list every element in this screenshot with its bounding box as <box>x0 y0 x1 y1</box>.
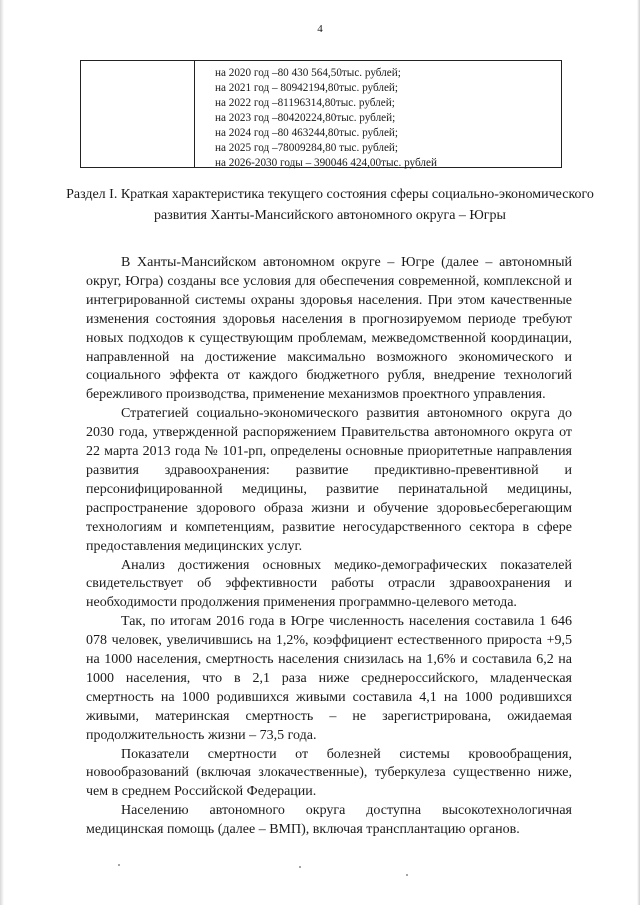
funding-table-values-cell <box>195 61 561 167</box>
paragraph-mortality: Показатели смертности от болезней системы кровообращения, новообразований (включая злокачественные), туберкулеза существенно ниже, чем в среднем Российской Федерации. <box>86 746 572 800</box>
funding-line-2022: на 2022 год –81196314,80тыс. рублей; <box>215 97 395 109</box>
paragraph-analysis: Анализ достижения основных медико-демографических показателей свидетельствует об эффективности работы отрасли здравоохранения и необходимости продолжения применения программно-целевого метода. <box>86 557 572 611</box>
section-title: Раздел I. Краткая характеристика текущего состояния сферы социально-экономического развития Ханты-Мансийского автономного округа – Югры <box>66 187 594 223</box>
funding-table <box>80 60 562 168</box>
scan-edge-left <box>0 0 4 905</box>
paragraph-statistics-2016: Так, по итогам 2016 года в Югре численность населения составила 1 646 078 человек, увеличившись на 1,2%, коэффициент естественного прироста +9,5 на 1000 населения, смертность населения снизилась на 1,6% и составила 6,2 на 1000 населения, что в 2,1 раза ниже среднероссийского, младенческая смертность на 1000 родившихся живыми составила 4,1 на 1000 родившихся живыми, материнская смертность – не зарегистрирована, ожидаемая продолжительность жизни – 73,5 года. <box>86 614 572 743</box>
scan-speck <box>406 874 408 876</box>
paragraph-strategy: Стратегией социально-экономического развития автономного округа до 2030 года, утвержденной распоряжением Правительства автономного округа от 22 марта 2013 года № 101-рп, определены основные приоритетные направления развития здравоохранения: развитие предиктивно-превентивной и персонифицированной медицины, развитие перинатальной медицины, распространение здорового образа жизни и обучение здоровьесберегающим технологиям и компетенциям, развитие негосударственного сектора в сфере предоставления медицинских услуг. <box>86 406 572 554</box>
funding-table-label-cell <box>81 61 195 167</box>
funding-line-2021: на 2021 год – 80942194,80тыс. рублей; <box>215 82 399 94</box>
document-body <box>86 254 572 840</box>
funding-line-2026-2030: на 2026-2030 годы – 390046 424,00тыс. рублей <box>215 157 437 169</box>
funding-line-2024: на 2024 год –80 463244,80тыс. рублей; <box>215 127 399 139</box>
page-number: 4 <box>317 23 323 35</box>
scan-speck <box>299 866 301 868</box>
paragraph-intro: В Ханты-Мансийском автономном округе – Югре (далее – автономный округ, Югра) созданы все условия для обеспечения современной, комплексной и интегрированной системы охраны здоровья населения. При этом качественные изменения состояния здоровья населения в прогнозируемом периоде требуют новых подходов к существующим проблемам, межведомственной координации, направленной на достижение максимально возможного экономического и социального эффекта от каждого бюджетного рубля, внедрение технологий бережливого производства, применение механизмов проектного управления. <box>86 255 572 403</box>
scan-speck <box>118 864 120 866</box>
funding-line-2023: на 2023 год –80420224,80тыс. рублей; <box>215 112 396 124</box>
paragraph-vmp: Населению автономного округа доступна высокотехнологичная медицинская помощь (далее – ВМП), включая трансплантацию органов. <box>86 803 572 838</box>
funding-line-2020: на 2020 год –80 430 564,50тыс. рублей; <box>215 67 401 79</box>
funding-line-2025: на 2025 год –78009284,80 тыс. рублей; <box>215 142 399 154</box>
